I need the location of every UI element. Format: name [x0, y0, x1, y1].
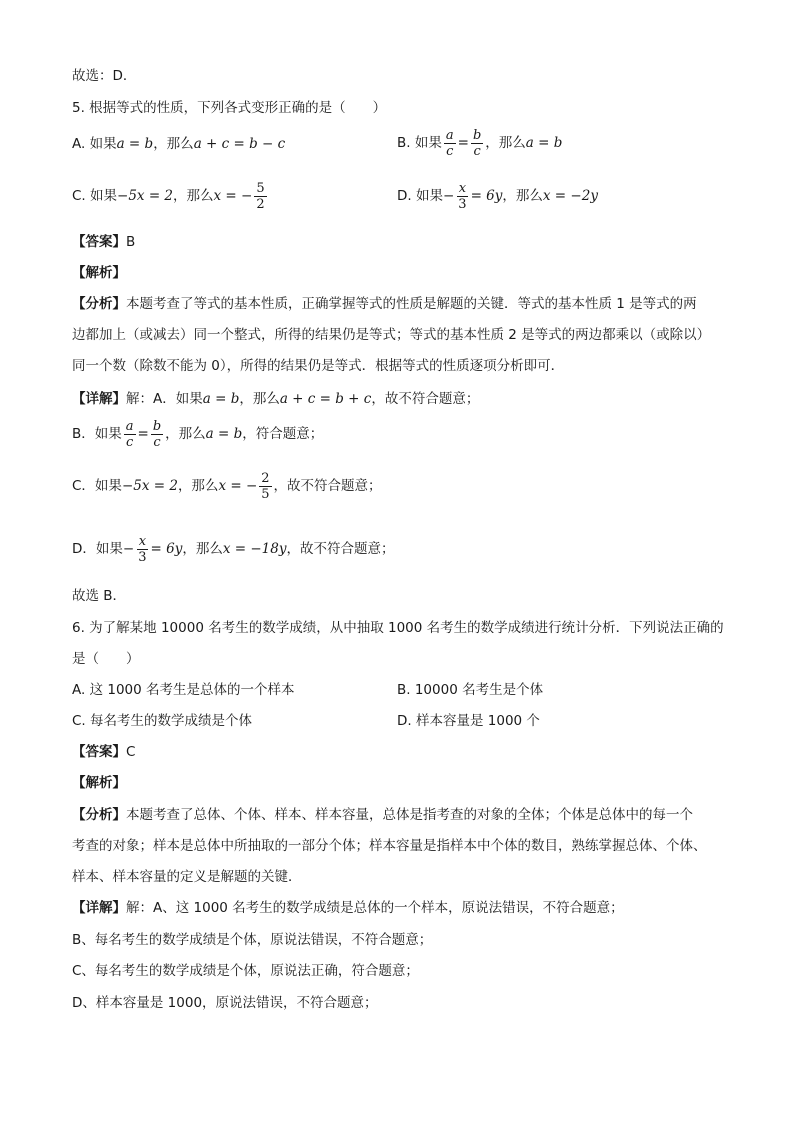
math-expression: a = b — [205, 426, 243, 442]
text: B．如果 — [72, 426, 122, 442]
text: ，故不符合题意； — [371, 391, 480, 407]
math-expression: a = b — [202, 391, 240, 407]
q6-fenxi-line-1 — [72, 805, 693, 825]
q5-option-c — [72, 177, 269, 215]
text: ，那么 — [177, 478, 219, 494]
text: ，那么 — [239, 391, 280, 407]
option-label: A. 如果 — [72, 136, 117, 152]
text: C．如果 — [72, 478, 122, 494]
q5-fenxi-line-2: 边都加上（或减去）同一个整式，所得的结果仍是等式；等式的基本性质 2 是等式的两边都乘以（或除以） — [72, 327, 711, 343]
q6-fenxi-line-2: 考查的对象；样本是总体中所抽取的一部分个体；样本容量是指样本中个体的数目，熟练掌握总体、个体、 — [72, 838, 707, 854]
xiangjie-tag: 【详解】 — [72, 900, 126, 916]
denominator: c — [446, 143, 454, 159]
text: D．如果 — [72, 541, 123, 557]
text: ，故不符合题意； — [273, 478, 382, 494]
fraction — [254, 181, 266, 212]
fraction — [124, 419, 136, 450]
q6-detail-line-4: D、样本容量是 1000，原说法错误，不符合题意； — [72, 995, 378, 1011]
numerator: b — [472, 127, 482, 143]
fraction — [151, 419, 163, 450]
q6-detail-line-3: C、每名考生的数学成绩是个体，原说法正确，符合题意； — [72, 963, 419, 979]
text: ，那么 — [165, 426, 206, 442]
math-expression: −5x = 2 — [121, 478, 178, 494]
q6-option-b: B. 10000 名考生是个体 — [397, 682, 544, 698]
text: ，那么 — [173, 188, 214, 204]
denominator: 5 — [261, 486, 270, 502]
text: ，那么 — [502, 188, 543, 204]
denominator: 3 — [138, 549, 147, 565]
q6-fenxi-line-3: 样本、样本容量的定义是解题的关键． — [72, 869, 302, 885]
numerator: a — [125, 418, 134, 434]
text: ，那么 — [182, 541, 223, 557]
math-expression: a + c = b + c — [279, 391, 372, 407]
math-expression: a = b — [525, 135, 563, 151]
minus-sign: − — [122, 541, 135, 557]
answer-value: B — [126, 234, 136, 250]
answer-tag: 【答案】 — [72, 744, 126, 760]
q6-stem-line-1: 6. 为了解某地 10000 名考生的数学成绩，从中抽取 1000 名考生的数学成绩进行统计分析．下列说法正确的 — [72, 620, 724, 636]
q5-option-a — [72, 134, 285, 154]
fraction — [259, 471, 271, 502]
text: ，故不符合题意； — [286, 541, 395, 557]
math-expression: a + c = b − c — [193, 136, 286, 152]
equals-sign: = — [137, 426, 149, 442]
denominator: c — [153, 434, 161, 450]
numerator: x — [458, 180, 467, 196]
q6-option-a: A. 这 1000 名考生是总体的一个样本 — [72, 682, 295, 698]
q6-detail-line-2: B、每名考生的数学成绩是个体，原说法错误，不符合题意； — [72, 932, 433, 948]
q5-detail-d — [72, 530, 394, 568]
q4-conclusion: 故选：D． — [72, 68, 137, 84]
equals-sign: = — [457, 135, 469, 151]
q6-answer — [72, 742, 135, 762]
math-expression: x = − — [213, 188, 253, 204]
text: 解：A．如果 — [126, 391, 203, 407]
denominator: 3 — [458, 196, 467, 212]
math-expression: a = b — [116, 136, 154, 152]
numerator: 2 — [261, 470, 270, 486]
minus-sign: − — [442, 188, 455, 204]
text: 本题考查了总体、个体、样本、样本容量，总体是指考查的对象的全体；个体是总体中的每一个 — [126, 807, 693, 823]
q5-option-b — [397, 124, 562, 162]
q6-option-c: C. 每名考生的数学成绩是个体 — [72, 713, 253, 729]
denominator: c — [126, 434, 134, 450]
numerator: b — [152, 418, 162, 434]
math-expression: = 6y — [150, 541, 183, 557]
fraction — [444, 128, 456, 159]
math-expression: x = −18y — [222, 541, 287, 557]
q5-stem: 5. 根据等式的性质，下列各式变形正确的是（ ） — [72, 100, 387, 116]
math-expression: x = − — [218, 478, 258, 494]
math-expression: x = −2y — [542, 188, 598, 204]
answer-tag: 【答案】 — [72, 234, 126, 250]
text: ，那么 — [485, 135, 526, 151]
q5-fenxi-line-3: 同一个数（除数不能为 0），所得的结果仍是等式．根据等式的性质逐项分析即可． — [72, 358, 565, 374]
math-expression: = 6y — [470, 188, 503, 204]
fenxi-tag: 【分析】 — [72, 807, 126, 823]
q6-analysis-tag: 【解析】 — [72, 775, 126, 791]
q5-detail-a — [72, 389, 479, 409]
denominator: 2 — [256, 196, 265, 212]
numerator: a — [445, 127, 454, 143]
text: 解：A、这 1000 名考生的数学成绩是总体的一个样本，原说法错误，不符合题意； — [126, 900, 624, 916]
q5-detail-c — [72, 467, 382, 505]
numerator: 5 — [256, 180, 265, 196]
numerator: x — [138, 533, 147, 549]
math-expression: −5x = 2 — [117, 188, 174, 204]
q5-analysis-tag: 【解析】 — [72, 265, 126, 281]
fraction — [471, 128, 483, 159]
q5-conclusion: 故选 B． — [72, 588, 127, 604]
option-label: B. 如果 — [397, 135, 442, 151]
text: ，符合题意； — [242, 426, 324, 442]
q6-stem-line-2: 是（ ） — [72, 651, 140, 667]
text: ，那么 — [153, 136, 194, 152]
q5-detail-b — [72, 415, 323, 453]
xiangjie-tag: 【详解】 — [72, 391, 126, 407]
option-label: D. 如果 — [397, 188, 443, 204]
option-label: C. 如果 — [72, 188, 118, 204]
denominator: c — [473, 143, 481, 159]
text: 本题考查了等式的基本性质，正确掌握等式的性质是解题的关键．等式的基本性质 1 是等式的两 — [126, 296, 697, 312]
fenxi-tag: 【分析】 — [72, 296, 126, 312]
q5-option-d — [397, 177, 598, 215]
q6-detail-line-1 — [72, 898, 624, 918]
q5-answer — [72, 232, 135, 252]
answer-value: C — [126, 744, 136, 760]
fraction — [456, 181, 468, 212]
q5-fenxi-line-1 — [72, 294, 697, 314]
q6-option-d: D. 样本容量是 1000 个 — [397, 713, 540, 729]
fraction — [136, 534, 148, 565]
